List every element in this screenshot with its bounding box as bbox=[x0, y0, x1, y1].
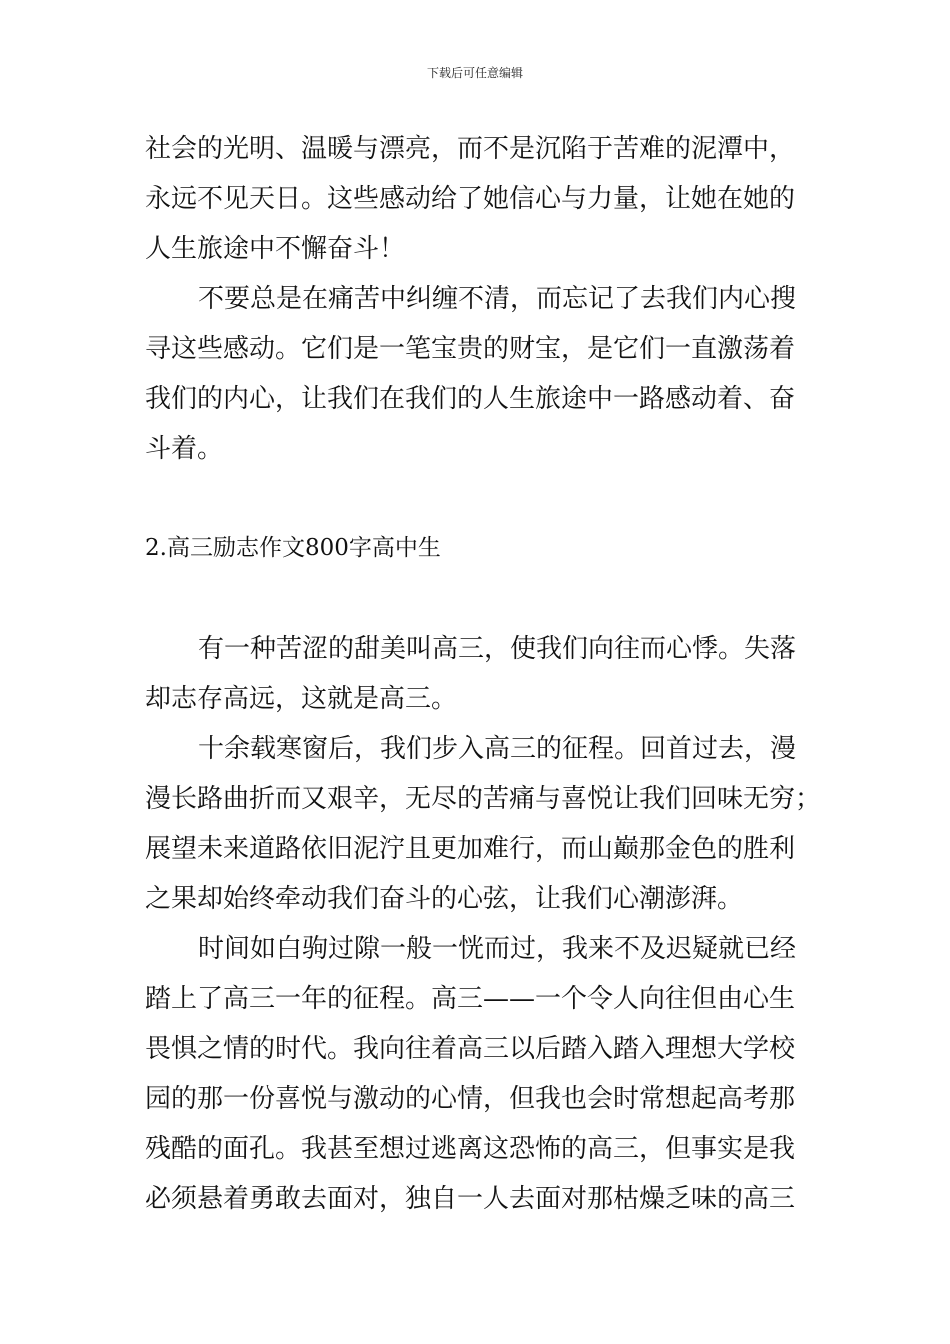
text-line: 社会的光明、温暖与漂亮，而不是沉陷于苦难的泥潭中， bbox=[145, 134, 796, 164]
text-line: 畏惧之情的时代。我向往着高三以后踏入踏入理想大学校 bbox=[145, 1034, 796, 1064]
text-line: 展望未来道路依旧泥泞且更加难行，而山巅那金色的胜利 bbox=[145, 834, 796, 864]
text-line: 残酷的面孔。我甚至想过逃离这恐怖的高三，但事实是我 bbox=[145, 1134, 796, 1164]
text-line: 却志存高远，这就是高三。 bbox=[145, 684, 458, 714]
text-line: 我们的内心，让我们在我们的人生旅途中一路感动着、奋 bbox=[145, 384, 796, 414]
text-line: 时间如白驹过隙一般一恍而过，我来不及迟疑就已经 bbox=[198, 934, 797, 964]
text-line: 必须悬着勇敢去面对，独自一人去面对那枯燥乏味的高三 bbox=[145, 1184, 796, 1214]
text-line: 之果却始终牵动我们奋斗的心弦，让我们心潮澎湃。 bbox=[145, 884, 744, 914]
text-line: 永远不见天日。这些感动给了她信心与力量，让她在她的 bbox=[145, 184, 796, 214]
text-line: 漫长路曲折而又艰辛，无尽的苦痛与喜悦让我们回味无穷； bbox=[145, 784, 822, 814]
text-line: 不要总是在痛苦中纠缠不清，而忘记了去我们内心搜 bbox=[198, 284, 797, 314]
text-line: 踏上了高三一年的征程。高三——一个令人向往但由心生 bbox=[145, 984, 796, 1014]
text-line: 有一种苦涩的甜美叫高三，使我们向往而心悸。失落 bbox=[198, 634, 797, 664]
text-line: 园的那一份喜悦与激动的心情，但我也会时常想起高考那 bbox=[145, 1084, 796, 1114]
section-heading: 2.高三励志作文800字高中生 bbox=[145, 535, 441, 561]
page-header: 下载后可任意编辑 bbox=[426, 66, 523, 80]
text-line: 寻这些感动。它们是一笔宝贵的财宝，是它们一直激荡着 bbox=[145, 334, 796, 364]
text-line: 十余载寒窗后，我们步入高三的征程。回首过去，漫 bbox=[198, 734, 797, 764]
text-line: 斗着。 bbox=[145, 434, 224, 464]
text-line: 人生旅途中不懈奋斗！ bbox=[145, 234, 406, 264]
